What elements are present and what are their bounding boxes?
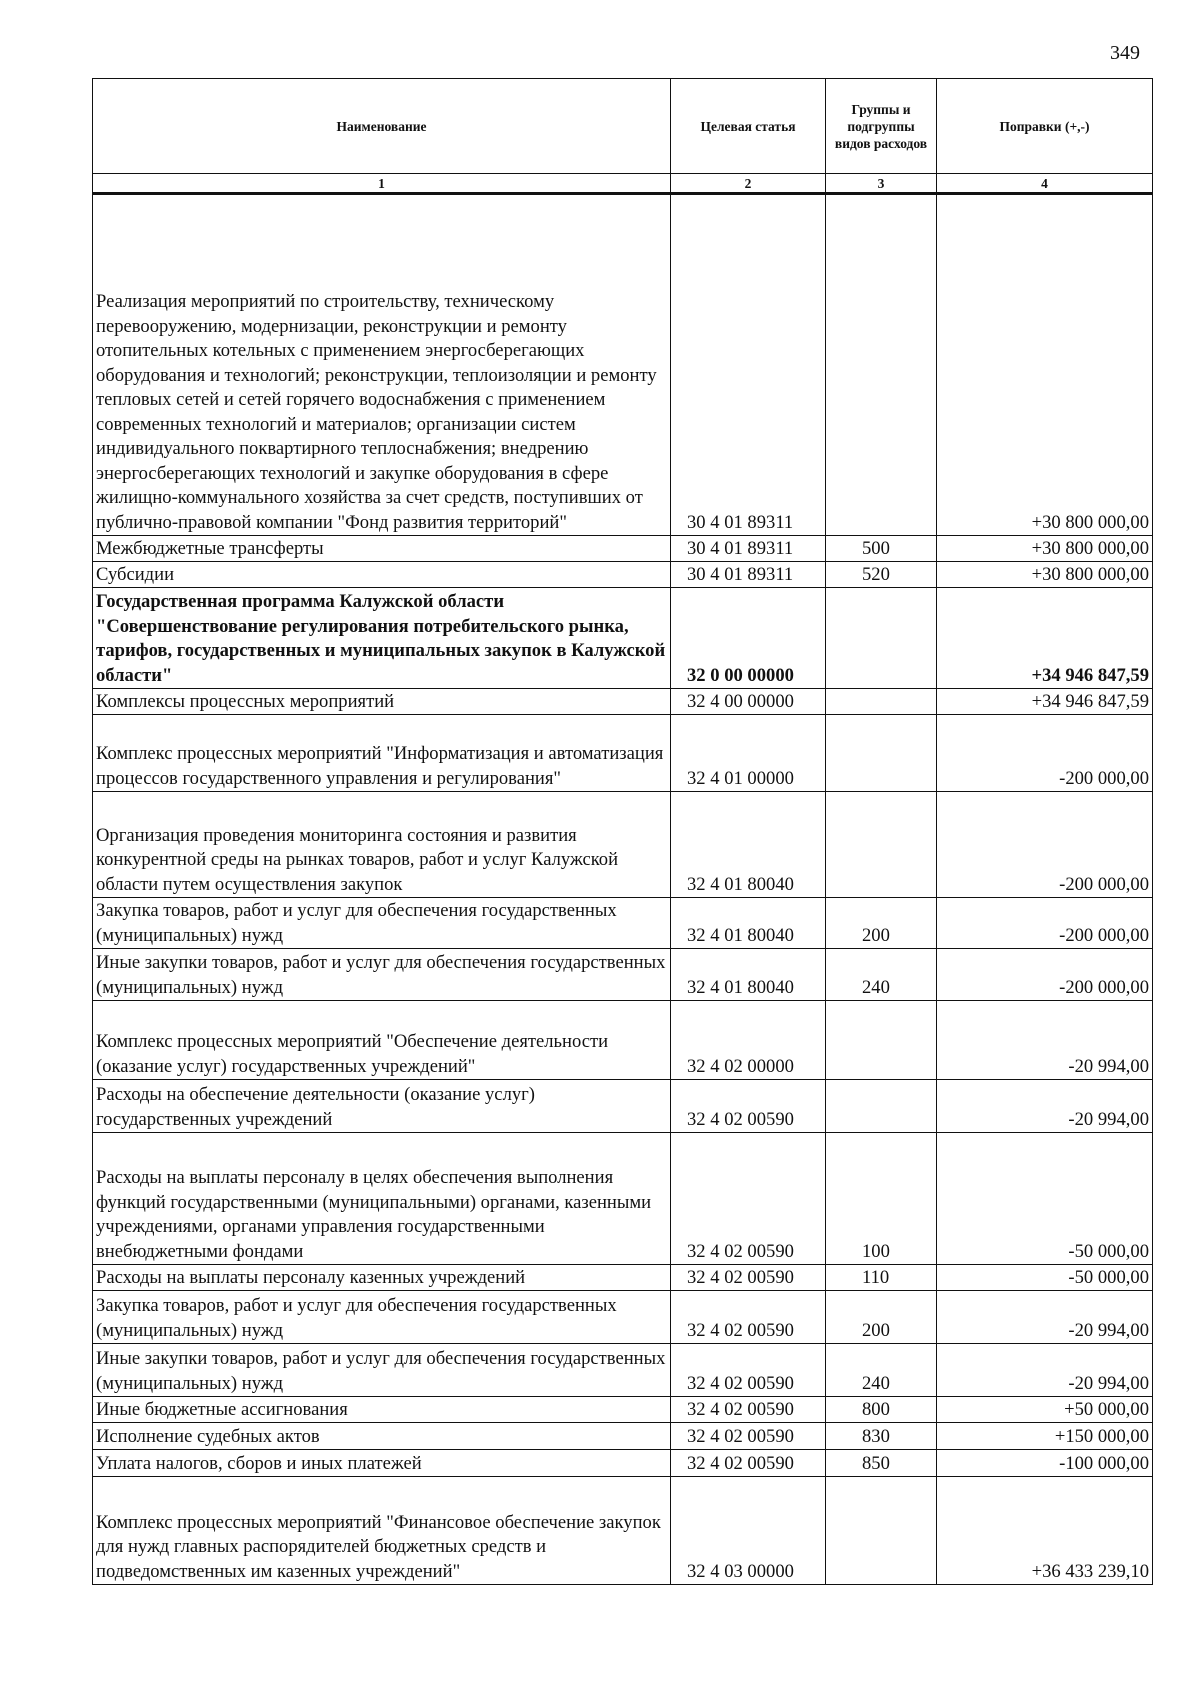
row-expense-group: 830 [826, 1423, 937, 1450]
row-name: Комплекс процессных мероприятий "Финансовое обеспечение закупок для нужд главных распорядителей бюджетных средств и подведомственных им казенных учреждений" [93, 1477, 671, 1585]
table-row [93, 1397, 1153, 1423]
row-name: Закупка товаров, работ и услуг для обеспечения государственных (муниципальных) нужд [93, 898, 671, 949]
row-amount: -20 994,00 [937, 1291, 1153, 1344]
row-name: Иные закупки товаров, работ и услуг для обеспечения государственных (муниципальных) нужд [93, 949, 671, 1001]
row-target-article: 32 4 02 00590 [671, 1291, 826, 1344]
table-row [93, 792, 1153, 898]
row-expense-group: 100 [826, 1133, 937, 1265]
row-amount: -20 994,00 [937, 1080, 1153, 1133]
row-amount: +34 946 847,59 [937, 689, 1153, 715]
row-target-article: 32 4 03 00000 [671, 1477, 826, 1585]
row-target-article: 32 4 02 00590 [671, 1450, 826, 1477]
page-number: 349 [1110, 42, 1140, 64]
row-name: Иные закупки товаров, работ и услуг для обеспечения государственных (муниципальных) нужд [93, 1344, 671, 1397]
row-target-article: 30 4 01 89311 [671, 194, 826, 536]
row-expense-group: 520 [826, 562, 937, 588]
row-amount: +30 800 000,00 [937, 536, 1153, 562]
column-number: 1 [93, 174, 671, 194]
row-name: Реализация мероприятий по строительству, техническому перевооружению, модернизации, реконструкции и ремонту отопительных котельных с применением энергосберегающих оборудования и технологий; реконструкции, теплоизоляции и ремонту тепловых сетей и сетей горячего водоснабжения с применением современных технологий и материалов; организации систем индивидуального поквартирного теплоснабжения; внедрению энергосберегающих технологий и закупке оборудования в сфере жилищно-коммунального хозяйства за счет средств, поступивших от публично-правовой компании "Фонд развития территорий" [93, 194, 671, 536]
table-row [93, 1344, 1153, 1397]
table-row [93, 194, 1153, 536]
row-name: Комплекс процессных мероприятий "Информатизация и автоматизация процессов государственного управления и регулирования" [93, 715, 671, 792]
budget-amendments-table [92, 78, 1153, 1585]
table-row [93, 1291, 1153, 1344]
table-row [93, 1477, 1153, 1585]
row-amount: -50 000,00 [937, 1133, 1153, 1265]
row-amount: +150 000,00 [937, 1423, 1153, 1450]
row-name: Уплата налогов, сборов и иных платежей [93, 1450, 671, 1477]
table-row [93, 898, 1153, 949]
row-amount: -20 994,00 [937, 1344, 1153, 1397]
row-name: Межбюджетные трансферты [93, 536, 671, 562]
table-row [93, 1133, 1153, 1265]
header-expense-group: Группы и подгруппы видов расходов [826, 79, 937, 174]
column-number: 4 [937, 174, 1153, 194]
row-amount: -200 000,00 [937, 715, 1153, 792]
row-name: Организация проведения мониторинга состояния и развития конкурентной среды на рынках товаров, работ и услуг Калужской области путем осуществления закупок [93, 792, 671, 898]
row-target-article: 32 4 02 00590 [671, 1133, 826, 1265]
header-target-article: Целевая статья [671, 79, 826, 174]
table-row [93, 1450, 1153, 1477]
row-expense-group [826, 792, 937, 898]
row-amount: -200 000,00 [937, 949, 1153, 1001]
row-expense-group [826, 194, 937, 536]
table-row [93, 536, 1153, 562]
row-target-article: 32 4 02 00000 [671, 1001, 826, 1080]
row-target-article: 32 4 02 00590 [671, 1423, 826, 1450]
column-number: 2 [671, 174, 826, 194]
table-row [93, 562, 1153, 588]
row-amount: +36 433 239,10 [937, 1477, 1153, 1585]
row-name: Иные бюджетные ассигнования [93, 1397, 671, 1423]
row-name: Государственная программа Калужской области "Совершенствование регулирования потребительского рынка, тарифов, государственных и муниципальных закупок в Калужской области" [93, 588, 671, 689]
row-target-article: 30 4 01 89311 [671, 562, 826, 588]
table-row [93, 689, 1153, 715]
row-amount: +30 800 000,00 [937, 194, 1153, 536]
row-expense-group [826, 689, 937, 715]
table-row [93, 1080, 1153, 1133]
column-number: 3 [826, 174, 937, 194]
row-amount: -20 994,00 [937, 1001, 1153, 1080]
row-expense-group: 240 [826, 1344, 937, 1397]
row-name: Комплекс процессных мероприятий "Обеспечение деятельности (оказание услуг) государственных учреждений" [93, 1001, 671, 1080]
row-target-article: 32 4 01 80040 [671, 898, 826, 949]
row-target-article: 30 4 01 89311 [671, 536, 826, 562]
row-target-article: 32 4 00 00000 [671, 689, 826, 715]
row-amount: +30 800 000,00 [937, 562, 1153, 588]
row-target-article: 32 4 02 00590 [671, 1080, 826, 1133]
row-target-article: 32 4 01 80040 [671, 949, 826, 1001]
row-target-article: 32 4 02 00590 [671, 1397, 826, 1423]
row-target-article: 32 4 02 00590 [671, 1265, 826, 1291]
row-expense-group [826, 1080, 937, 1133]
row-name: Комплексы процессных мероприятий [93, 689, 671, 715]
row-amount: -200 000,00 [937, 792, 1153, 898]
row-expense-group: 800 [826, 1397, 937, 1423]
table-row [93, 1423, 1153, 1450]
row-expense-group: 500 [826, 536, 937, 562]
row-expense-group [826, 588, 937, 689]
table-row [93, 715, 1153, 792]
table-row [93, 1001, 1153, 1080]
row-expense-group [826, 1477, 937, 1585]
row-expense-group: 850 [826, 1450, 937, 1477]
header-amendments: Поправки (+,-) [937, 79, 1153, 174]
row-name: Субсидии [93, 562, 671, 588]
row-amount: -100 000,00 [937, 1450, 1153, 1477]
table-row [93, 1265, 1153, 1291]
row-name: Расходы на обеспечение деятельности (оказание услуг) государственных учреждений [93, 1080, 671, 1133]
row-expense-group: 200 [826, 898, 937, 949]
row-expense-group: 200 [826, 1291, 937, 1344]
row-name: Расходы на выплаты персоналу казенных учреждений [93, 1265, 671, 1291]
table-row [93, 588, 1153, 689]
row-target-article: 32 4 02 00590 [671, 1344, 826, 1397]
row-amount: -50 000,00 [937, 1265, 1153, 1291]
row-expense-group: 240 [826, 949, 937, 1001]
row-name: Закупка товаров, работ и услуг для обеспечения государственных (муниципальных) нужд [93, 1291, 671, 1344]
row-amount: -200 000,00 [937, 898, 1153, 949]
row-target-article: 32 4 01 00000 [671, 715, 826, 792]
row-target-article: 32 4 01 80040 [671, 792, 826, 898]
row-name: Расходы на выплаты персоналу в целях обеспечения выполнения функций государственными (муниципальными) органами, казенными учреждениями, органами управления государственными внебюджетными фондами [93, 1133, 671, 1265]
table-row [93, 949, 1153, 1001]
row-expense-group [826, 715, 937, 792]
header-name: Наименование [93, 79, 671, 174]
row-expense-group [826, 1001, 937, 1080]
row-amount: +50 000,00 [937, 1397, 1153, 1423]
row-amount: +34 946 847,59 [937, 588, 1153, 689]
row-expense-group: 110 [826, 1265, 937, 1291]
row-target-article: 32 0 00 00000 [671, 588, 826, 689]
row-name: Исполнение судебных актов [93, 1423, 671, 1450]
